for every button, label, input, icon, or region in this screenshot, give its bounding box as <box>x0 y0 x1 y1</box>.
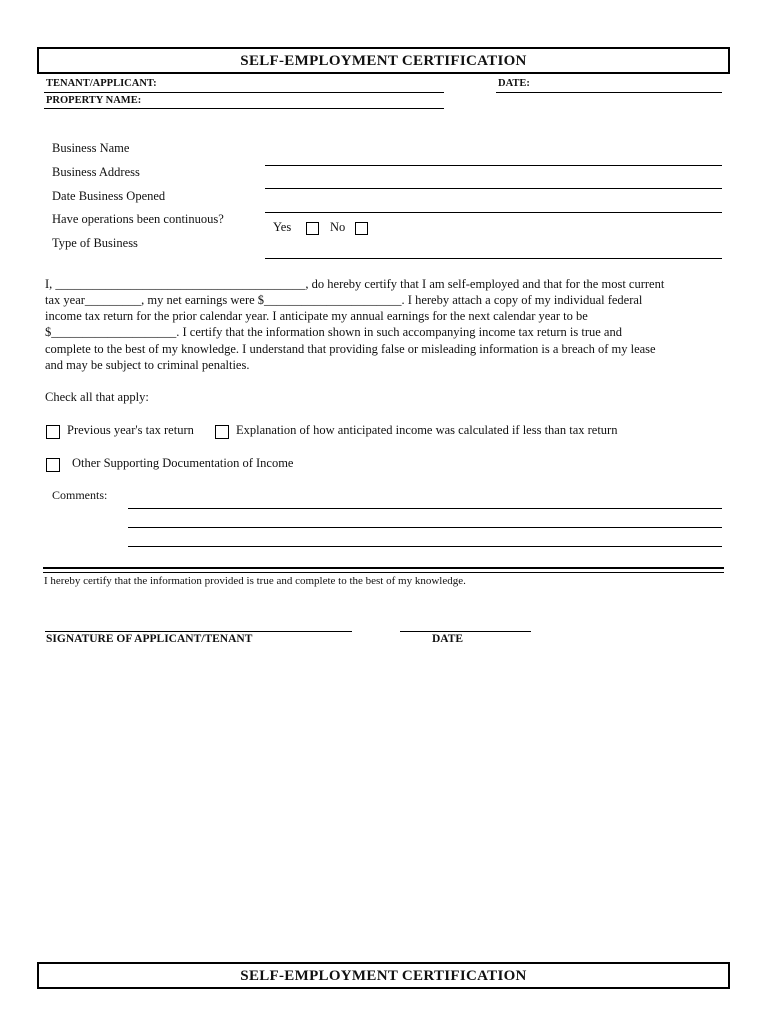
property-name-field[interactable] <box>44 108 444 109</box>
signature-date-label: DATE <box>432 633 464 645</box>
yes-label: Yes <box>273 220 292 234</box>
comments-line-2[interactable] <box>128 527 722 528</box>
section-divider-top <box>43 567 724 569</box>
business-address-field[interactable] <box>265 188 722 189</box>
property-name-label: PROPERTY NAME: <box>46 95 142 106</box>
tenant-applicant-field[interactable] <box>44 92 444 93</box>
income-explanation-checkbox[interactable] <box>215 425 229 439</box>
business-name-label: Business Name <box>52 141 130 155</box>
signature-date-field[interactable] <box>400 631 531 632</box>
operations-continuous-label: Have operations been continuous? <box>52 212 224 226</box>
date-business-opened-label: Date Business Opened <box>52 189 166 203</box>
business-name-field[interactable] <box>265 165 722 166</box>
footer-title: SELF-EMPLOYMENT CERTIFICATION <box>37 962 730 989</box>
form-title: SELF-EMPLOYMENT CERTIFICATION <box>37 47 730 74</box>
previous-tax-return-checkbox[interactable] <box>46 425 60 439</box>
tenant-applicant-label: TENANT/APPLICANT: <box>46 78 157 89</box>
date-business-opened-field[interactable] <box>265 212 722 213</box>
signature-label: SIGNATURE OF APPLICANT/TENANT <box>46 633 253 645</box>
type-of-business-label: Type of Business <box>52 236 138 250</box>
certification-line: complete to the best of my knowledge. I understand that providing false or misleading information is a breach of my lease <box>45 342 656 356</box>
income-explanation-label: Explanation of how anticipated income was calculated if less than tax return <box>236 423 618 437</box>
certification-line: tax year_________, my net earnings were $______________________. I hereby attach a copy of my individual federal <box>45 293 643 307</box>
other-documentation-label: Other Supporting Documentation of Income <box>72 456 294 470</box>
date-label: DATE: <box>498 78 530 89</box>
signature-field[interactable] <box>45 631 352 632</box>
comments-label: Comments: <box>52 488 108 502</box>
check-all-instruction: Check all that apply: <box>45 390 149 404</box>
no-checkbox[interactable] <box>355 222 368 235</box>
certification-statement: I hereby certify that the information provided is true and complete to the best of my knowledge. <box>44 575 466 587</box>
certification-line: income tax return for the prior calendar year. I anticipate my annual earnings for the next calendar year to be <box>45 309 588 323</box>
yes-checkbox[interactable] <box>306 222 319 235</box>
certification-line: and may be subject to criminal penalties. <box>45 358 250 372</box>
no-label: No <box>330 220 346 234</box>
type-of-business-field[interactable] <box>265 258 722 259</box>
comments-line-1[interactable] <box>128 508 722 509</box>
business-address-label: Business Address <box>52 165 140 179</box>
previous-tax-return-label: Previous year's tax return <box>67 423 194 437</box>
comments-line-3[interactable] <box>128 546 722 547</box>
section-divider-bottom <box>43 572 724 573</box>
date-field[interactable] <box>496 92 722 93</box>
other-documentation-checkbox[interactable] <box>46 458 60 472</box>
certification-line: $____________________. I certify that the information shown in such accompanying income tax return is true and <box>45 325 622 339</box>
certification-line: I, ________________________________________, do hereby certify that I am self-employed and that for the most current <box>45 277 665 291</box>
